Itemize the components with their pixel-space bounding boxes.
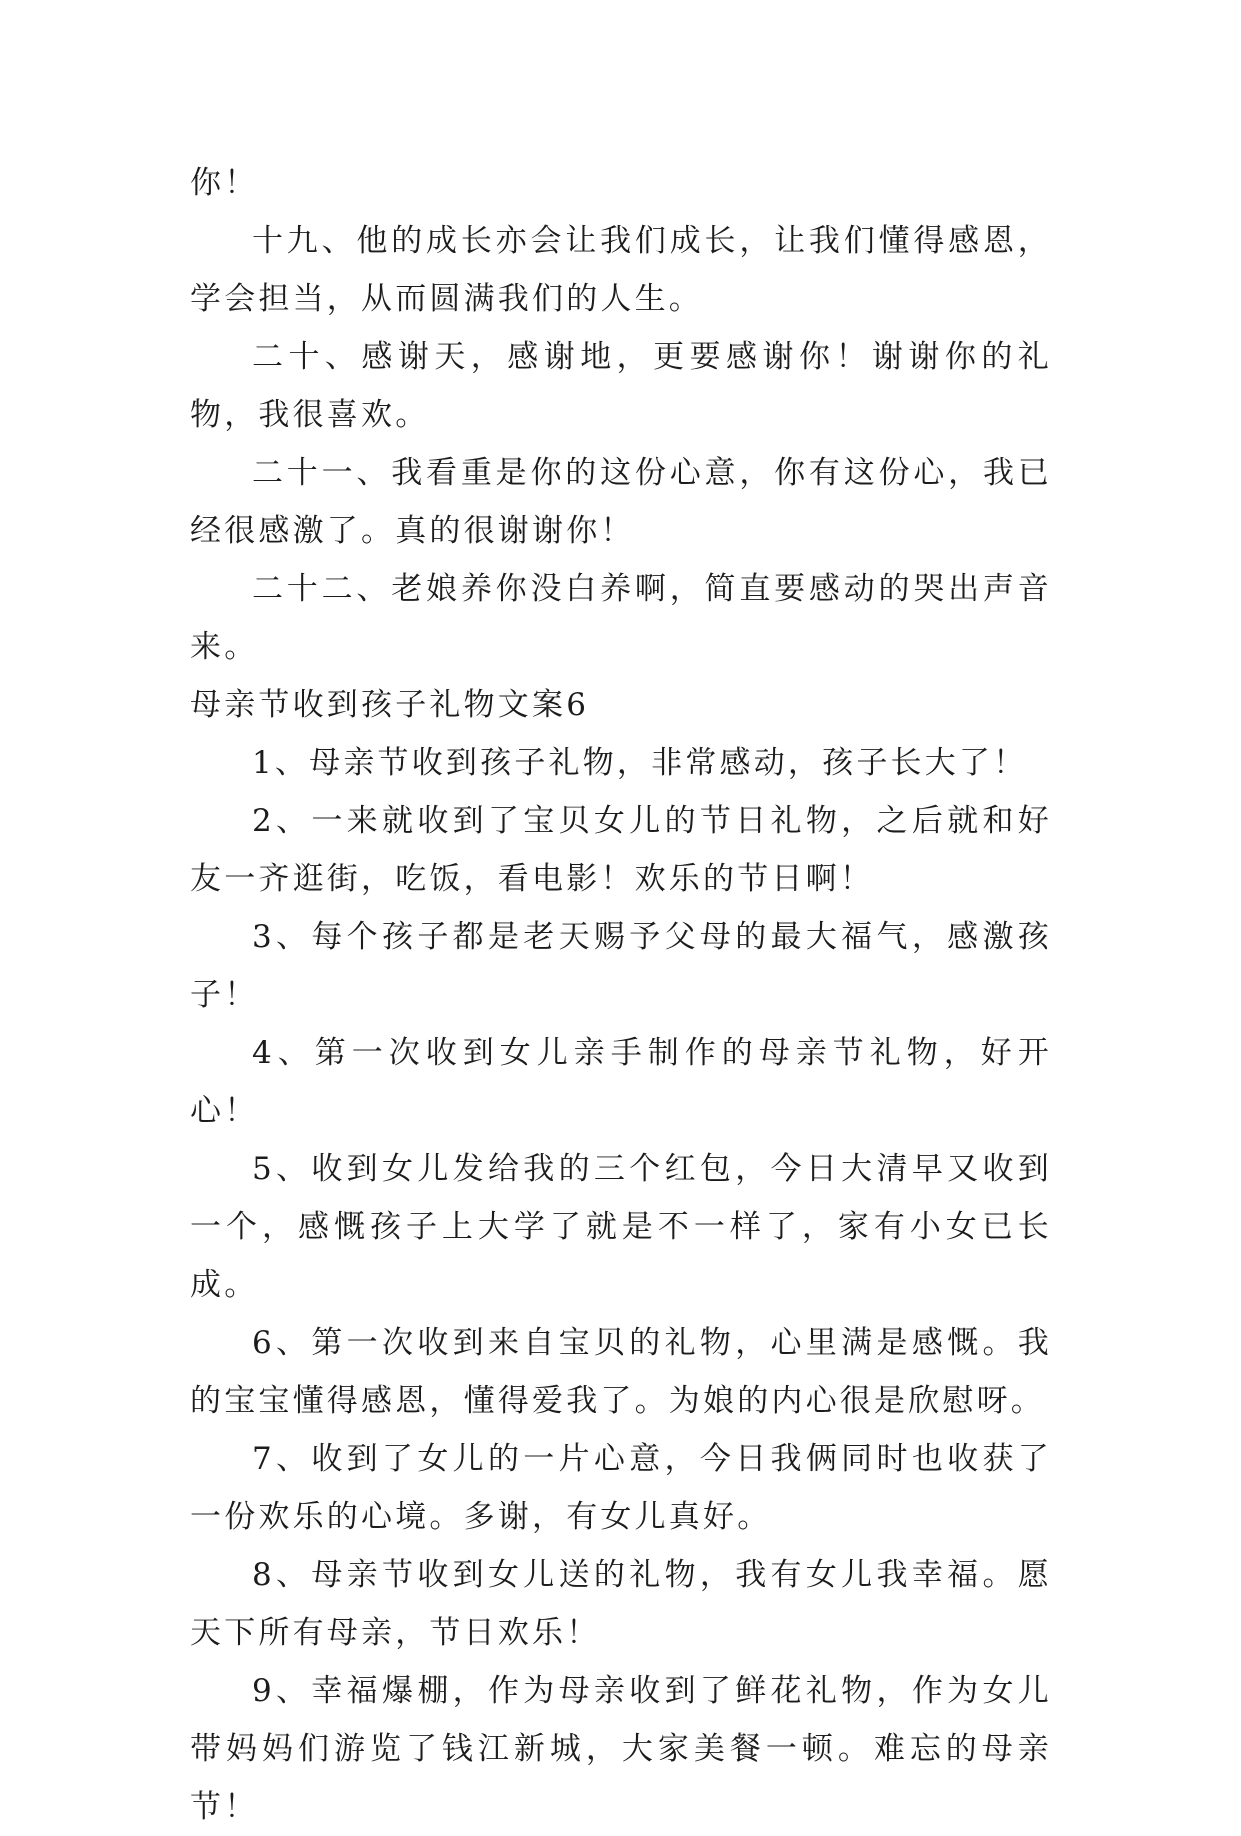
- paragraph-item-19: 十九、他的成长亦会让我们成长，让我们懂得感恩，学会担当，从而圆满我们的人生。: [190, 223, 1052, 317]
- list-item-9: 9、幸福爆棚，作为母亲收到了鲜花礼物，作为女儿带妈妈们游览了钱江新城，大家美餐一顿。难忘的母亲节！: [190, 1673, 1052, 1825]
- list-item-2: 2、一来就收到了宝贝女儿的节日礼物，之后就和好友一齐逛街，吃饭，看电影！欢乐的节日啊！: [190, 803, 1052, 897]
- paragraph-item-20: 二十、感谢天，感谢地，更要感谢你！谢谢你的礼物，我很喜欢。: [190, 339, 1052, 433]
- list-item-8: 8、母亲节收到女儿送的礼物，我有女儿我幸福。愿天下所有母亲，节日欢乐！: [190, 1557, 1052, 1651]
- section-heading: 母亲节收到孩子礼物文案6: [190, 687, 590, 723]
- list-item-4: 4、第一次收到女儿亲手制作的母亲节礼物，好开心！: [190, 1035, 1052, 1129]
- list-item-7: 7、收到了女儿的一片心意，今日我俩同时也收获了一份欢乐的心境。多谢，有女儿真好。: [190, 1441, 1052, 1535]
- list-item-6: 6、第一次收到来自宝贝的礼物，心里满是感慨。我的宝宝懂得感恩，懂得爱我了。为娘的内心很是欣慰呀。: [190, 1325, 1052, 1419]
- list-item-3: 3、每个孩子都是老天赐予父母的最大福气，感激孩子！: [190, 919, 1052, 1013]
- list-item-1: 1、母亲节收到孩子礼物，非常感动，孩子长大了！: [252, 745, 1028, 781]
- list-item-5: 5、收到女儿发给我的三个红包，今日大清早又收到一个，感慨孩子上大学了就是不一样了，家有小女已长成。: [190, 1151, 1052, 1303]
- paragraph-item-21: 二十一、我看重是你的这份心意，你有这份心，我已经很感激了。真的很谢谢你！: [190, 455, 1052, 549]
- document-body: [190, 154, 1052, 1836]
- paragraph-continuation: 你！: [190, 165, 259, 201]
- paragraph-item-22: 二十二、老娘养你没白养啊，简直要感动的哭出声音来。: [190, 571, 1052, 665]
